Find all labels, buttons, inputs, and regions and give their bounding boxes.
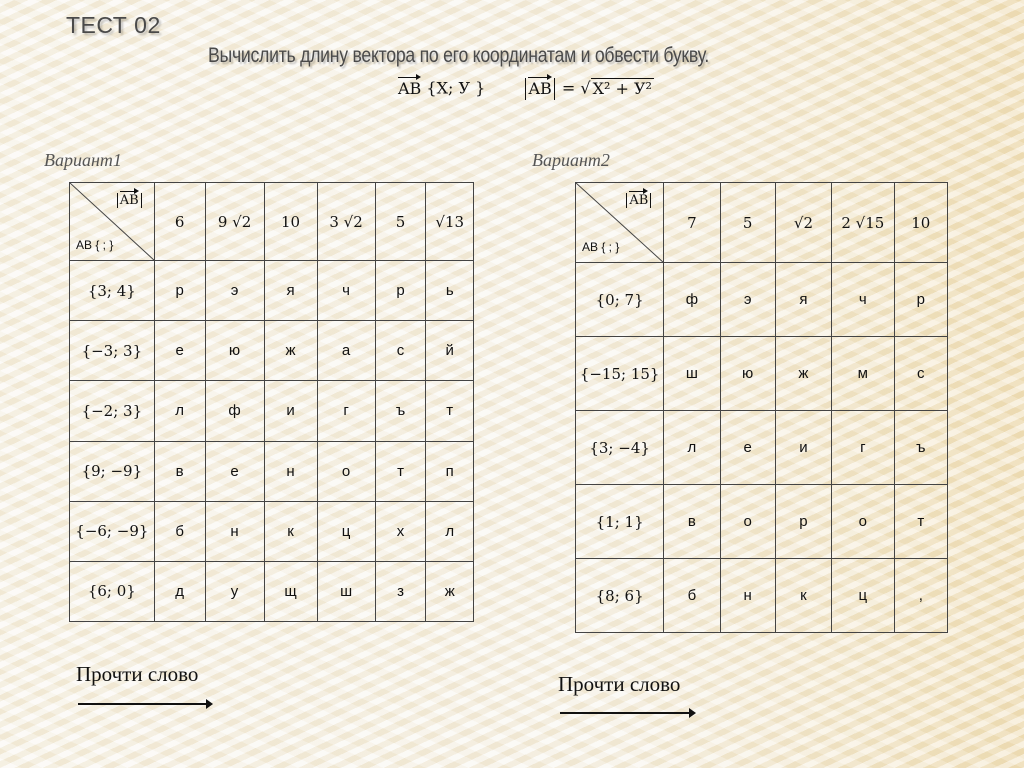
letter-cell[interactable]: р xyxy=(894,263,947,337)
coordinate-cell: {0; 7} xyxy=(576,263,664,337)
length-header-cell: 5 xyxy=(375,183,426,261)
letter-cell[interactable]: е xyxy=(154,321,205,381)
letter-cell[interactable]: у xyxy=(205,561,264,621)
letter-cell[interactable]: ч xyxy=(832,263,894,337)
letter-cell[interactable]: р xyxy=(154,261,205,321)
letter-cell[interactable]: н xyxy=(720,559,775,633)
letter-cell[interactable]: а xyxy=(317,321,375,381)
letter-cell[interactable]: к xyxy=(264,501,317,561)
header-row xyxy=(70,183,474,261)
vector-length-formula xyxy=(398,78,654,100)
table-row xyxy=(576,485,948,559)
letter-cell[interactable]: з xyxy=(375,561,426,621)
corner-header-cell xyxy=(576,183,664,263)
letter-cell[interactable]: о xyxy=(832,485,894,559)
corner-length-label: AB xyxy=(117,193,142,208)
table-row xyxy=(576,411,948,485)
coordinate-cell: {−6; −9} xyxy=(70,501,155,561)
coordinate-cell: {3; −4} xyxy=(576,411,664,485)
coordinate-cell: {1; 1} xyxy=(576,485,664,559)
letter-cell[interactable]: п xyxy=(426,441,474,501)
letter-cell[interactable]: г xyxy=(832,411,894,485)
letter-cell[interactable]: х xyxy=(375,501,426,561)
sqrt-icon: √ xyxy=(580,78,591,98)
letter-cell[interactable]: ъ xyxy=(894,411,947,485)
letter-cell[interactable]: ж xyxy=(426,561,474,621)
letter-cell[interactable]: т xyxy=(375,441,426,501)
letter-cell[interactable]: я xyxy=(775,263,831,337)
length-header-cell: 10 xyxy=(894,183,947,263)
letter-cell[interactable]: о xyxy=(720,485,775,559)
letter-cell[interactable]: ф xyxy=(205,381,264,441)
letter-cell[interactable]: к xyxy=(775,559,831,633)
letter-cell[interactable]: б xyxy=(154,501,205,561)
letter-cell[interactable]: ч xyxy=(317,261,375,321)
letter-cell[interactable]: ц xyxy=(317,501,375,561)
abs-bar-right xyxy=(554,78,555,100)
letter-cell[interactable]: е xyxy=(720,411,775,485)
corner-length-label: AB xyxy=(626,193,651,208)
letter-cell[interactable]: е xyxy=(205,441,264,501)
letter-cell[interactable]: ю xyxy=(720,337,775,411)
variant1-label: Вариант1 xyxy=(44,150,122,170)
letter-cell[interactable]: г xyxy=(317,381,375,441)
table-row xyxy=(70,441,474,501)
table-row xyxy=(576,263,948,337)
letter-cell[interactable]: т xyxy=(894,485,947,559)
letter-cell[interactable]: в xyxy=(154,441,205,501)
letter-cell[interactable]: р xyxy=(775,485,831,559)
letter-cell[interactable]: л xyxy=(664,411,720,485)
table-row xyxy=(70,261,474,321)
letter-cell[interactable]: с xyxy=(375,321,426,381)
length-header-cell: √2 xyxy=(775,183,831,263)
letter-cell[interactable]: ъ xyxy=(375,381,426,441)
letter-cell[interactable]: ж xyxy=(264,321,317,381)
variant2-arrow-icon xyxy=(560,712,694,714)
coordinate-cell: {−15; 15} xyxy=(576,337,664,411)
coordinate-cell: {−2; 3} xyxy=(70,381,155,441)
slide-title: ТЕСТ 02 xyxy=(66,12,161,38)
letter-cell[interactable]: н xyxy=(205,501,264,561)
letter-cell[interactable]: м xyxy=(832,337,894,411)
length-header-cell: 3 √2 xyxy=(317,183,375,261)
letter-cell[interactable]: л xyxy=(154,381,205,441)
letter-cell[interactable]: л xyxy=(426,501,474,561)
variant1-table xyxy=(69,182,474,622)
letter-cell[interactable]: д xyxy=(154,561,205,621)
letter-cell[interactable]: н xyxy=(264,441,317,501)
length-header-cell: 9 √2 xyxy=(205,183,264,261)
letter-cell[interactable]: б xyxy=(664,559,720,633)
equals-sign: = xyxy=(561,78,576,98)
letter-cell[interactable]: я xyxy=(264,261,317,321)
coordinate-cell: {9; −9} xyxy=(70,441,155,501)
letter-cell[interactable]: и xyxy=(264,381,317,441)
vector-name-abs: AB xyxy=(528,78,552,98)
table-row xyxy=(70,321,474,381)
letter-cell[interactable]: э xyxy=(205,261,264,321)
letter-cell[interactable]: т xyxy=(426,381,474,441)
table-row xyxy=(70,501,474,561)
letter-cell[interactable]: р xyxy=(375,261,426,321)
table-row xyxy=(70,381,474,441)
corner-coord-label: AB { ; } xyxy=(582,240,620,254)
letter-cell[interactable]: ю xyxy=(205,321,264,381)
radicand: X² + У² xyxy=(592,78,652,98)
abs-bar-left xyxy=(525,78,526,100)
table-row xyxy=(576,559,948,633)
variant1-read-word-label: Прочти слово xyxy=(76,662,199,686)
letter-cell[interactable]: в xyxy=(664,485,720,559)
task-instruction: Вычислить длину вектора по его координатам и обвести букву. xyxy=(208,44,710,67)
vector-name: AB xyxy=(398,78,422,98)
coordinate-cell: {6; 0} xyxy=(70,561,155,621)
letter-cell[interactable]: э xyxy=(720,263,775,337)
letter-cell[interactable]: о xyxy=(317,441,375,501)
variant1-arrow-icon xyxy=(78,703,211,705)
letter-cell[interactable]: ш xyxy=(317,561,375,621)
variant2-label: Вариант2 xyxy=(532,150,610,170)
length-header-cell: 2 √15 xyxy=(832,183,894,263)
variant2-read-word-label: Прочти слово xyxy=(558,672,681,696)
length-header-cell: 6 xyxy=(154,183,205,261)
letter-cell[interactable]: ф xyxy=(664,263,720,337)
length-header-cell: 10 xyxy=(264,183,317,261)
corner-coord-label: AB { ; } xyxy=(76,238,114,253)
length-header-cell: 5 xyxy=(720,183,775,263)
corner-header-cell xyxy=(70,183,155,261)
coordinate-cell: {−3; 3} xyxy=(70,321,155,381)
header-row xyxy=(576,183,948,263)
length-header-cell: 7 xyxy=(664,183,720,263)
letter-cell[interactable]: й xyxy=(426,321,474,381)
coordinate-cell: {3; 4} xyxy=(70,261,155,321)
table-row xyxy=(576,337,948,411)
coordinate-cell: {8; 6} xyxy=(576,559,664,633)
letter-cell[interactable]: , xyxy=(894,559,947,633)
length-header-cell: √13 xyxy=(426,183,474,261)
vector-coords: {X; У } xyxy=(426,78,486,98)
letter-cell[interactable]: ь xyxy=(426,261,474,321)
letter-cell[interactable]: и xyxy=(775,411,831,485)
table-row xyxy=(70,561,474,621)
letter-cell[interactable]: ш xyxy=(664,337,720,411)
letter-cell[interactable]: ц xyxy=(832,559,894,633)
letter-cell[interactable]: ж xyxy=(775,337,831,411)
letter-cell[interactable]: с xyxy=(894,337,947,411)
variant2-table xyxy=(575,182,948,633)
letter-cell[interactable]: щ xyxy=(264,561,317,621)
